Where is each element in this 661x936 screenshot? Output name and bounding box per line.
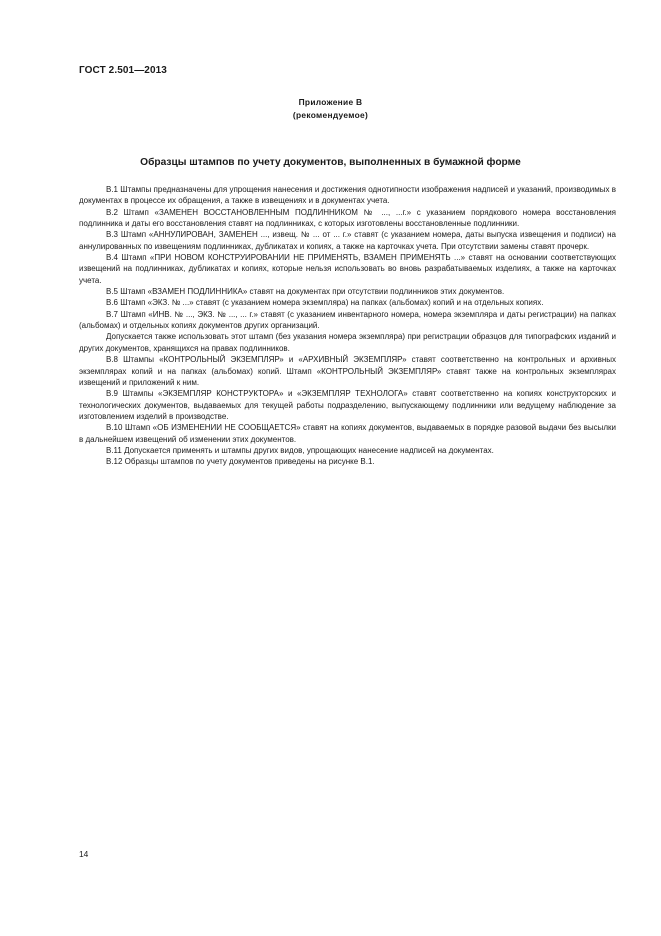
section-title: Образцы штампов по учету документов, выполненных в бумажной форме [140,157,521,168]
paragraph-b2: В.2 Штамп «ЗАМЕНЕН ВОССТАНОВЛЕННЫМ ПОДЛИННИКОМ № ..., ...г.» с указанием порядкового номера восстановления подлинника и даты его восстановления ставят на подлинниках, с которых изготовлены восстановленные подлинники. [79,207,616,229]
paragraph-b8: В.8 Штампы «КОНТРОЛЬНЫЙ ЭКЗЕМПЛЯР» и «АРХИВНЫЙ ЭКЗЕМПЛЯР» ставят соответственно на контрольных и архивных экземплярах копий и на папках (альбомах) копий. Штамп «КОНТРОЛЬНЫЙ ЭКЗЕМПЛЯР» ставят также на контрольных экземплярах извещений и приложений к ним. [79,355,616,387]
body-text [79,184,616,468]
document-code: ГОСТ 2.501—2013 [79,65,167,76]
paragraph-b10: В.10 Штамп «ОБ ИЗМЕНЕНИИ НЕ СООБЩАЕТСЯ» ставят на копиях документов, выдаваемых в порядке разовой выдачи без высылки в дальнейшем извещений об изменении этих документов. [79,423,616,444]
paragraph-b11: В.11 Допускается применять и штампы других видов, упрощающих нанесение надписей на документах. [106,445,494,455]
paragraph-b5: В.5 Штамп «ВЗАМЕН ПОДЛИННИКА» ставят на документах при отсутствии подлинников этих документов. [106,287,505,297]
paragraph-b4: В.4 Штамп «ПРИ НОВОМ КОНСТРУИРОВАНИИ НЕ ПРИМЕНЯТЬ, ВЗАМЕН ПРИМЕНЯТЬ ...» ставят на основании соответствующих извещений на подлинниках, дубликатах и копиях, которые нельзя использовать во вновь разрабатываемых изделиях, а также на карточках учета. [79,253,616,285]
appendix-title: Приложение В [298,97,363,107]
paragraph-b7: В.7 Штамп «ИНВ. № ..., ЭКЗ. № ..., ... г.» ставят (с указанием инвентарного номера, номера экземпляра и даты регистрации) на папках (альбомах) и отдельных копиях документов других организаций. [79,309,616,331]
paragraph-b3: В.3 Штамп «АННУЛИРОВАН, ЗАМЕНЕН ..., извещ. № ... от ... г.» ставят (с указанием номера, даты выпуска извещения и подписи) на аннулированных по извещениям подлинниках, дубликатах и копиях, а также на карточках учета. При отсутствии замены ставят прочерк. [79,230,616,251]
paragraph-b1: В.1 Штампы предназначены для упрощения нанесения и достижения однотипности изображения надписей и указаний, производимых в документах в процессе их обращения, а также в извещениях и в документах учета. [79,185,616,206]
paragraph-b12: В.12 Образцы штампов по учету документов приведены на рисунке В.1. [106,457,375,467]
paragraph-b9: В.9 Штампы «ЭКЗЕМПЛЯР КОНСТРУКТОРА» и «ЭКЗЕМПЛЯР ТЕХНОЛОГА» ставят соответственно на копиях конструкторских и технологических документов, выдаваемых для текущей работы подразделению, выпускающему подлинники или ведущему наблюдение за изготовлением изделий в производстве. [79,389,616,421]
appendix-subtitle: (рекомендуемое) [292,110,369,120]
paragraph-b6: В.6 Штамп «ЭКЗ. № ...» ставят (с указанием номера экземпляра) на папках (альбомах) копий и на отдельных копиях. [106,298,544,308]
page-number: 14 [79,849,89,859]
paragraph-b7-note: Допускается также использовать этот штамп (без указания номера экземпляра) при регистрации образцов для типографских изданий и других документов, хранящихся на правах подлинников. [79,332,616,353]
